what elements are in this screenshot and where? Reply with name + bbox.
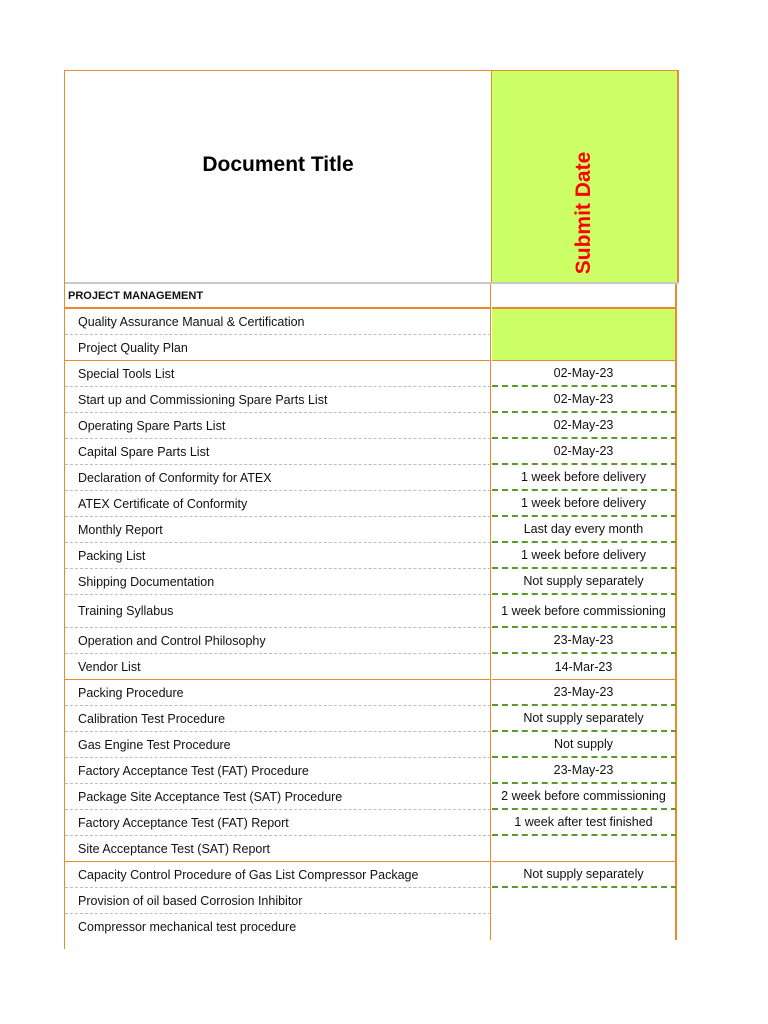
submit-date-value-cell[interactable]: 23-May-23 xyxy=(492,680,677,706)
document-name-cell[interactable]: Provision of oil based Corrosion Inhibitor xyxy=(65,888,491,914)
submit-date-value-cell[interactable] xyxy=(492,888,677,914)
section-value-cell[interactable] xyxy=(492,284,677,309)
table-row[interactable] xyxy=(65,595,679,628)
table-row[interactable] xyxy=(65,836,679,862)
table-row[interactable] xyxy=(65,569,679,595)
document-name-cell[interactable]: Training Syllabus xyxy=(65,595,491,628)
submit-date-value-cell[interactable]: 23-May-23 xyxy=(492,758,677,784)
submit-date-value-cell[interactable]: 1 week before delivery xyxy=(492,491,677,517)
submit-date-value-cell[interactable]: 02-May-23 xyxy=(492,413,677,439)
table-row[interactable] xyxy=(65,335,679,361)
table-row[interactable] xyxy=(65,387,679,413)
table-row[interactable] xyxy=(65,628,679,654)
submit-date-value-cell[interactable]: 1 week before commissioning xyxy=(492,595,677,628)
section-row-project-management[interactable] xyxy=(65,284,679,309)
table-row[interactable] xyxy=(65,810,679,836)
submit-date-value-cell[interactable]: Last day every month xyxy=(492,517,677,543)
table-row[interactable] xyxy=(65,914,679,940)
submit-date-value-cell[interactable]: 14-Mar-23 xyxy=(492,654,677,680)
document-name-cell[interactable]: Capacity Control Procedure of Gas List Compressor Package xyxy=(65,862,491,888)
submit-date-value-cell[interactable] xyxy=(492,836,677,862)
table-header xyxy=(65,71,679,284)
submit-date-value-cell[interactable]: 2 week before commissioning xyxy=(492,784,677,810)
document-name-cell[interactable]: Factory Acceptance Test (FAT) Report xyxy=(65,810,491,836)
table-row[interactable] xyxy=(65,680,679,706)
table-row[interactable] xyxy=(65,543,679,569)
document-name-cell[interactable]: Packing Procedure xyxy=(65,680,491,706)
table-row[interactable] xyxy=(65,862,679,888)
submit-date-header: Submit Date xyxy=(572,151,595,275)
table-row[interactable] xyxy=(65,465,679,491)
document-name-cell[interactable]: Declaration of Conformity for ATEX xyxy=(65,465,491,491)
submit-date-value-cell[interactable]: 02-May-23 xyxy=(492,361,677,387)
document-name-cell[interactable]: Site Acceptance Test (SAT) Report xyxy=(65,836,491,862)
document-name-cell[interactable]: Factory Acceptance Test (FAT) Procedure xyxy=(65,758,491,784)
document-name-cell[interactable]: ATEX Certificate of Conformity xyxy=(65,491,491,517)
table-row[interactable] xyxy=(65,758,679,784)
document-name-cell[interactable]: Start up and Commissioning Spare Parts List xyxy=(65,387,491,413)
table-row[interactable] xyxy=(65,732,679,758)
table-row[interactable] xyxy=(65,654,679,680)
document-name-cell[interactable]: Package Site Acceptance Test (SAT) Procedure xyxy=(65,784,491,810)
table-row[interactable] xyxy=(65,784,679,810)
document-title-header: Document Title xyxy=(202,152,354,176)
document-name-cell[interactable]: Monthly Report xyxy=(65,517,491,543)
submit-date-value-cell[interactable]: 1 week before delivery xyxy=(492,465,677,491)
submit-date-value-cell[interactable]: Not supply xyxy=(492,732,677,758)
document-name-cell[interactable]: Compressor mechanical test procedure xyxy=(65,914,491,940)
document-name-cell[interactable]: Packing List xyxy=(65,543,491,569)
table-row[interactable] xyxy=(65,706,679,732)
submit-date-value-cell[interactable]: 1 week before delivery xyxy=(492,543,677,569)
document-name-cell[interactable]: Gas Engine Test Procedure xyxy=(65,732,491,758)
document-title-cell[interactable] xyxy=(65,71,492,282)
document-name-cell[interactable]: Calibration Test Procedure xyxy=(65,706,491,732)
submit-date-value-cell[interactable]: 23-May-23 xyxy=(492,628,677,654)
table-row[interactable] xyxy=(65,517,679,543)
submit-date-value-cell[interactable]: 1 week after test finished xyxy=(492,810,677,836)
document-name-cell[interactable]: Project Quality Plan xyxy=(65,335,491,361)
table-row[interactable] xyxy=(65,361,679,387)
table-row[interactable] xyxy=(65,413,679,439)
submit-date-value-cell[interactable]: 02-May-23 xyxy=(492,439,677,465)
submit-date-value-cell[interactable]: 02-May-23 xyxy=(492,387,677,413)
document-name-cell[interactable]: Quality Assurance Manual & Certification xyxy=(65,309,491,335)
section-label: PROJECT MANAGEMENT xyxy=(65,284,491,309)
document-name-cell[interactable]: Operation and Control Philosophy xyxy=(65,628,491,654)
table-row[interactable] xyxy=(65,309,679,335)
submit-date-value-cell[interactable]: Not supply separately xyxy=(492,569,677,595)
document-name-cell[interactable]: Vendor List xyxy=(65,654,491,680)
document-name-cell[interactable]: Shipping Documentation xyxy=(65,569,491,595)
submit-date-cell[interactable] xyxy=(492,71,679,282)
submit-date-value-cell[interactable]: Not supply separately xyxy=(492,706,677,732)
submit-date-value-cell[interactable]: Not supply separately xyxy=(492,862,677,888)
table-row[interactable] xyxy=(65,491,679,517)
table-row[interactable] xyxy=(65,439,679,465)
table-row[interactable] xyxy=(65,888,679,914)
submit-date-value-cell[interactable] xyxy=(492,914,677,940)
document-register-sheet xyxy=(64,70,679,949)
document-name-cell[interactable]: Special Tools List xyxy=(65,361,491,387)
document-name-cell[interactable]: Capital Spare Parts List xyxy=(65,439,491,465)
document-name-cell[interactable]: Operating Spare Parts List xyxy=(65,413,491,439)
